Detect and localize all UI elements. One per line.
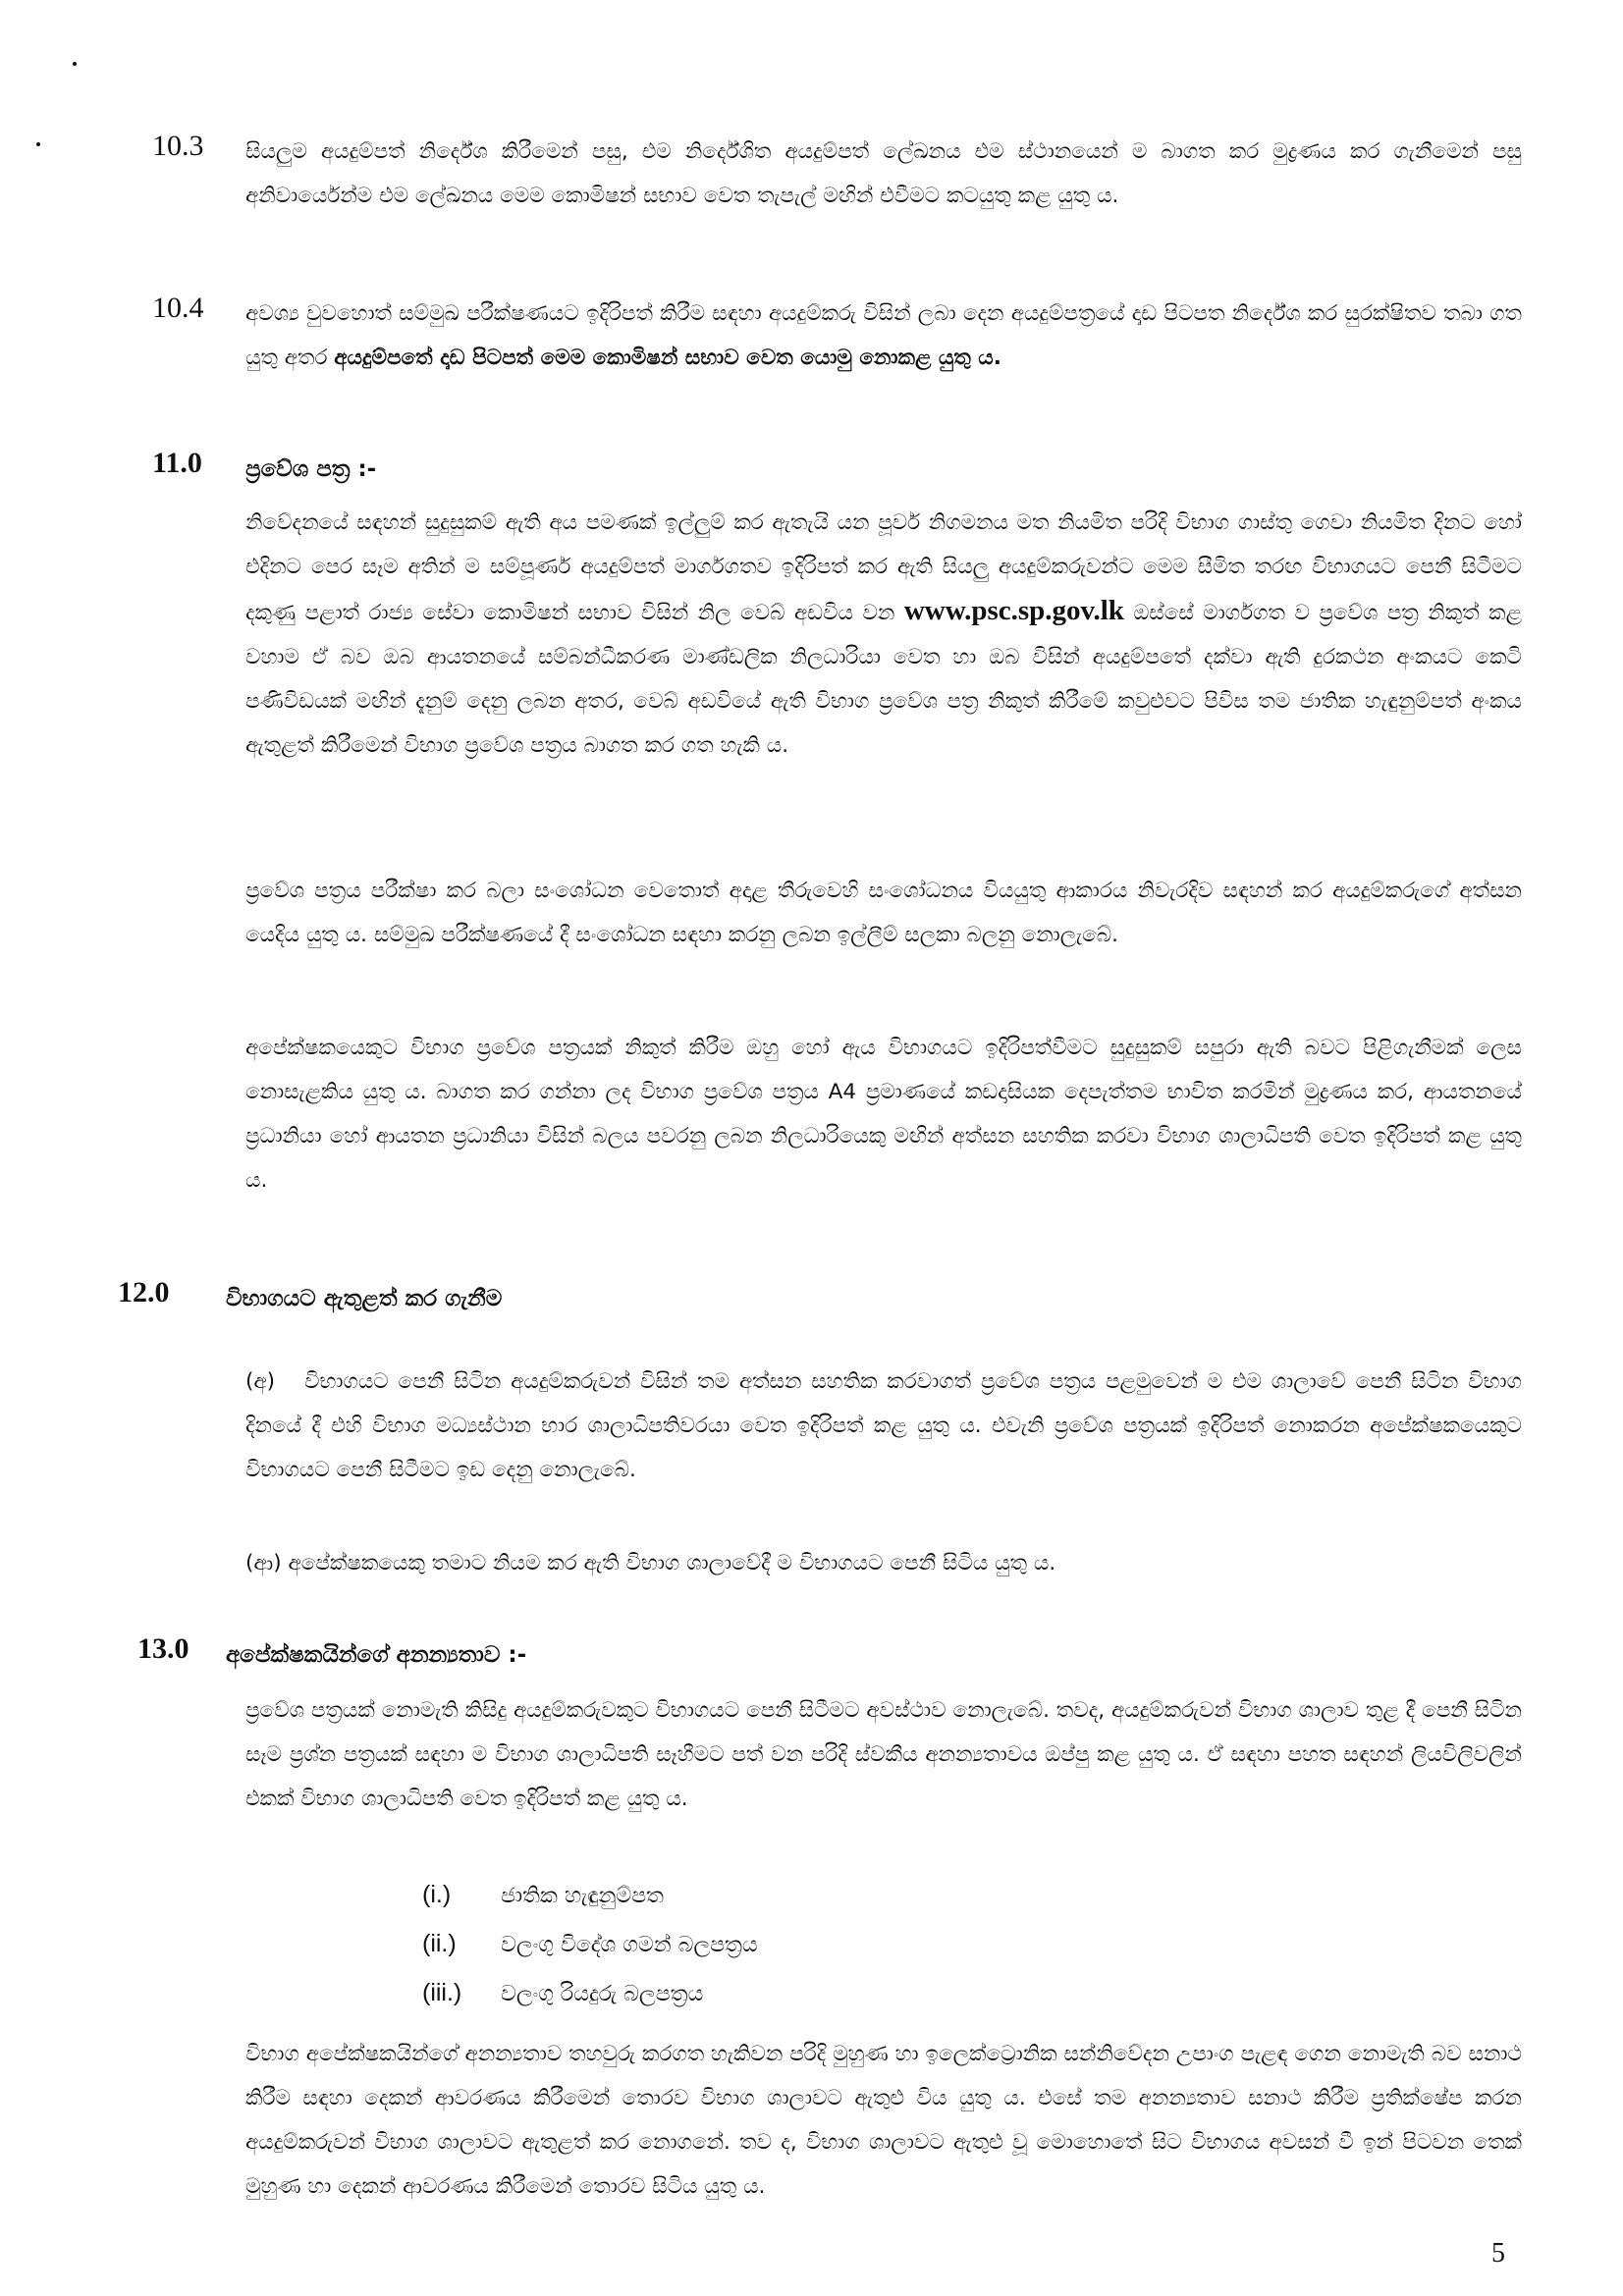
section-11-paragraph-3: අපේක්ෂකයෙකුට විභාග ප්‍රවේශ පත්‍රයක් නිකුත් කිරීම ඔහු හෝ ඇය විභාගයට ඉදිරිපත්වීමට සුදුසුකම් සපුරා ඇති බවට පිළිගැනීමක් ලෙස නොසැළකිය යුතු ය. බාගත කර ගන්නා ලද විභාග ප්‍රවේශ පත්‍රය A4 ප්‍රමාණයේ කඩදාසියක දෙපැත්තම භාවිත කරමින් මුද්‍රණය කර, ආයතනයේ ප්‍රධානියා හෝ ආයතන ප්‍රධානියා විසින් බලය පවරනු ලබන නිලධාරියෙකු මඟින් අත්සන සහතික කරවා විභාග ශාලාධිපති වෙත ඉදිරිපත් කළ යුතු ය. xyxy=(245,1036,1523,1193)
section-10-4-text xyxy=(245,292,1522,380)
item-a-text: විභාගයට පෙනී සිටින අයදුම්කරුවන් විසින් තම අත්සන සහතික කරවාගත් ප්‍රවේශ පත්‍රය පළමුවෙන් ම එම ශාලාවේ පෙනී සිටින විභාග දිනයේ දී එහි විභාග මධ්‍යස්ථාන භාර ශාලාධිපතිවරයා වෙත ඉදිරිපත් කළ යුතු ය. එවැනි ප්‍රවේශ පත්‍රයක් ඉදිරිපත් නොකරන අපේක්ෂකයෙකුට විභාගයට පෙනී සිටීමට ඉඩ දෙනු නොලැබේ. xyxy=(245,1369,1522,1482)
item-a-label: (අ) xyxy=(245,1369,276,1394)
section-number: 11.0 xyxy=(152,447,202,479)
section-12-heading: විභාගයට ඇතුළත් කර ගැනීම xyxy=(226,1286,503,1311)
id-document-item xyxy=(422,1875,664,1916)
section-10-4-bold: අයදුම්පතේ දෘඩ පිටපත් මෙම කොමිෂන් සභාව වෙත යොමු නොකළ යුතු ය. xyxy=(334,346,1001,370)
item-b-text: අපේක්ෂකයෙකු තමාට නියම කර ඇති විභාග ශාලාවේදී ම විභාගයට පෙනී සිටිය යුතු ය. xyxy=(288,1551,1056,1575)
list-text: වලංගු රියදුරු බලපත්‍රය xyxy=(501,1982,704,2006)
section-number: 10.4 xyxy=(152,292,204,324)
section-number: 10.3 xyxy=(152,130,204,162)
scan-dot xyxy=(73,62,77,66)
section-12-item-a xyxy=(245,1360,1522,1492)
section-11-para1-end: ඔස්සේ මාර්ගගත ව ප්‍රවේශ පත්‍ර නිකුත් කළ වහාම ඒ බව ඔබ ආයතනයේ සම්බන්ධීකරණ මාණ්ඩලික නිලධාරියා වෙත හා ඔබ විසින් අයදුම්පතේ දක්වා ඇති දුරකථන අංකයට කෙටි පණිවිඩයක් මඟින් දැනුම් දෙනු ලබන අතර, වෙබ් අඩවියේ ඇති විභාග ප්‍රවේශ පත්‍ර නිකුත් කිරීමේ කවුළුවට පිවිස තම ජාතික හැඳුනුම්පත් අංකය ඇතුළත් කිරීමෙන් විභාග ප්‍රවේශ පත්‍රය බාගත කර ගත හැකි ය. xyxy=(245,601,1523,758)
section-13-paragraph-1: ප්‍රවේශ පත්‍රයක් නොමැති කිසිදු අයදුම්කරුවකුට විභාගයට පෙනී සිටීමට අවස්ථාව නොලැබේ. තවද, අයදුම්කරුවන් විභාග ශාලාව තුළ දී පෙනී සිටින සෑම ප්‍රශ්න පත්‍රයක් සඳහා ම විභාග ශාලාධිපති සෑහීමට පත් වන පරිදි ස්වකීය අනන්‍යතාවය ඔප්පු කළ යුතු ය. ඒ සඳහා පහත සඳහන් ලියවිලිවලින් එකක් විභාග ශාලාධිපති වෙත ඉදිරිපත් කළ යුතු ය. xyxy=(245,1698,1522,1811)
section-11-para1-start: නිවේදනයේ සඳහන් සුදුසුකම් ඇති අය පමණක් ඉල්ලුම් කර ඇතැයි යන පූර්ව නිගමනය මත නියමිත පරිදි විභාග ගාස්තු ගෙවා නියමිත දිනට හෝ එදිනට පෙර සෑම අතින් ම සම්පූර්ණ අයදුම්පත් මාර්ගගතව ඉදිරිපත් කර ඇති සියලු අයදුම්කරුවන්ට මෙම සීමිත තරඟ විභාගයට පෙනී සිටීමට දකුණු පළාත් රාජ්‍ය සේවා කොමිෂන් සභාව විසින් නිල වෙබ් අඩවිය වන xyxy=(245,510,1522,625)
id-document-item xyxy=(422,1924,758,1965)
list-number: (iii.) xyxy=(422,1979,462,2006)
section-11-heading: ප්‍රවේශ පත්‍ර :- xyxy=(245,456,377,482)
section-10-3-text: සියලුම අයදුම්පත් නිර්දේශ කිරීමෙන් පසු, එම නිර්දේශිත අයදුම්පත් ලේඛනය එම ස්ථානයෙන් ම බාගත කර මුද්‍රණය කර ගැනීමෙන් පසු අනිවාර්යෙන්ම එම ලේඛනය මෙම කොමිෂන් සභාව වෙත තැපැල් මඟින් එවීමට කටයුතු කළ යුතු ය. xyxy=(245,139,1522,208)
item-b-label: (ආ) xyxy=(245,1551,282,1575)
section-10-4-body: අවශ්‍ය වුවහොත් සම්මුඛ පරීක්ෂණයට ඉදිරිපත් කිරීම සඳහා අයදුම්කරු විසින් ලබා දෙන අයදුම්පත්‍රයේ දෘඩ පිටපත නිර්දේශ කර සුරක්ෂිතව තබා ගත යුතු අතර xyxy=(245,301,1522,370)
list-number: (i.) xyxy=(422,1881,452,1908)
section-11-paragraph-1 xyxy=(245,501,1522,768)
scan-dot xyxy=(36,142,40,146)
section-11-paragraph-2: ප්‍රවේශ පත්‍රය පරීක්ෂා කර බලා සංශෝධන වෙතොත් අදාළ තීරුවෙහි සංශෝධනය වියයුතු ආකාරය නිවැරදිව සඳහන් කර අයදුම්කරුගේ අත්සන යෙදිය යුතු ය. සම්මුඛ පරීක්ෂණයේ දී සංශෝධන සඳහා කරනු ලබන ඉල්ලීම් සලකා බලනු නොලැබේ. xyxy=(245,879,1522,947)
section-12-item-b xyxy=(245,1541,1522,1585)
page-number: 5 xyxy=(1491,2238,1505,2269)
website-link[interactable]: www.psc.sp.gov.lk xyxy=(903,595,1124,626)
list-text: ජාතික හැඳුනුම්පත xyxy=(501,1884,664,1908)
section-13-heading: අපේක්ෂකයින්ගේ අනන්‍යතාව :- xyxy=(226,1642,527,1668)
list-number: (ii.) xyxy=(422,1930,457,1957)
list-text: වලංගු විදේශ ගමන් බලපත්‍රය xyxy=(501,1933,758,1957)
section-number: 13.0 xyxy=(137,1632,189,1665)
section-13-paragraph-2: විභාග අපේක්ෂකයින්ගේ අනන්‍යතාව තහවුරු කරගත හැකිවන පරිදි මුහුණ හා ඉලෙක්ට්‍රොනික සන්නිවේදන උපාංග පැළඳ ගෙන නොමැති බව සනාථ කිරීම සඳහා දෙකන් ආවරණය කිරීමෙන් තොරව විභාග ශාලාවට ඇතුළු විය යුතු ය. එසේ තම අනන්‍යතාව සනාථ කිරීම ප්‍රතික්ෂේප කරන අයදුම්කරුවන් විභාග ශාලාවට ඇතුළත් කර නොගනේ. තව ද, විභාග ශාලාවට ඇතුළු වූ මොහොතේ සිට විභාගය අවසන් වී ඉන් පිටවන තෙක් මුහුණ හා දෙකන් ආවරණය කිරීමෙන් තොරව සිටිය යුතු ය. xyxy=(245,2042,1522,2199)
section-number: 12.0 xyxy=(118,1276,170,1308)
id-document-item xyxy=(422,1973,703,2014)
